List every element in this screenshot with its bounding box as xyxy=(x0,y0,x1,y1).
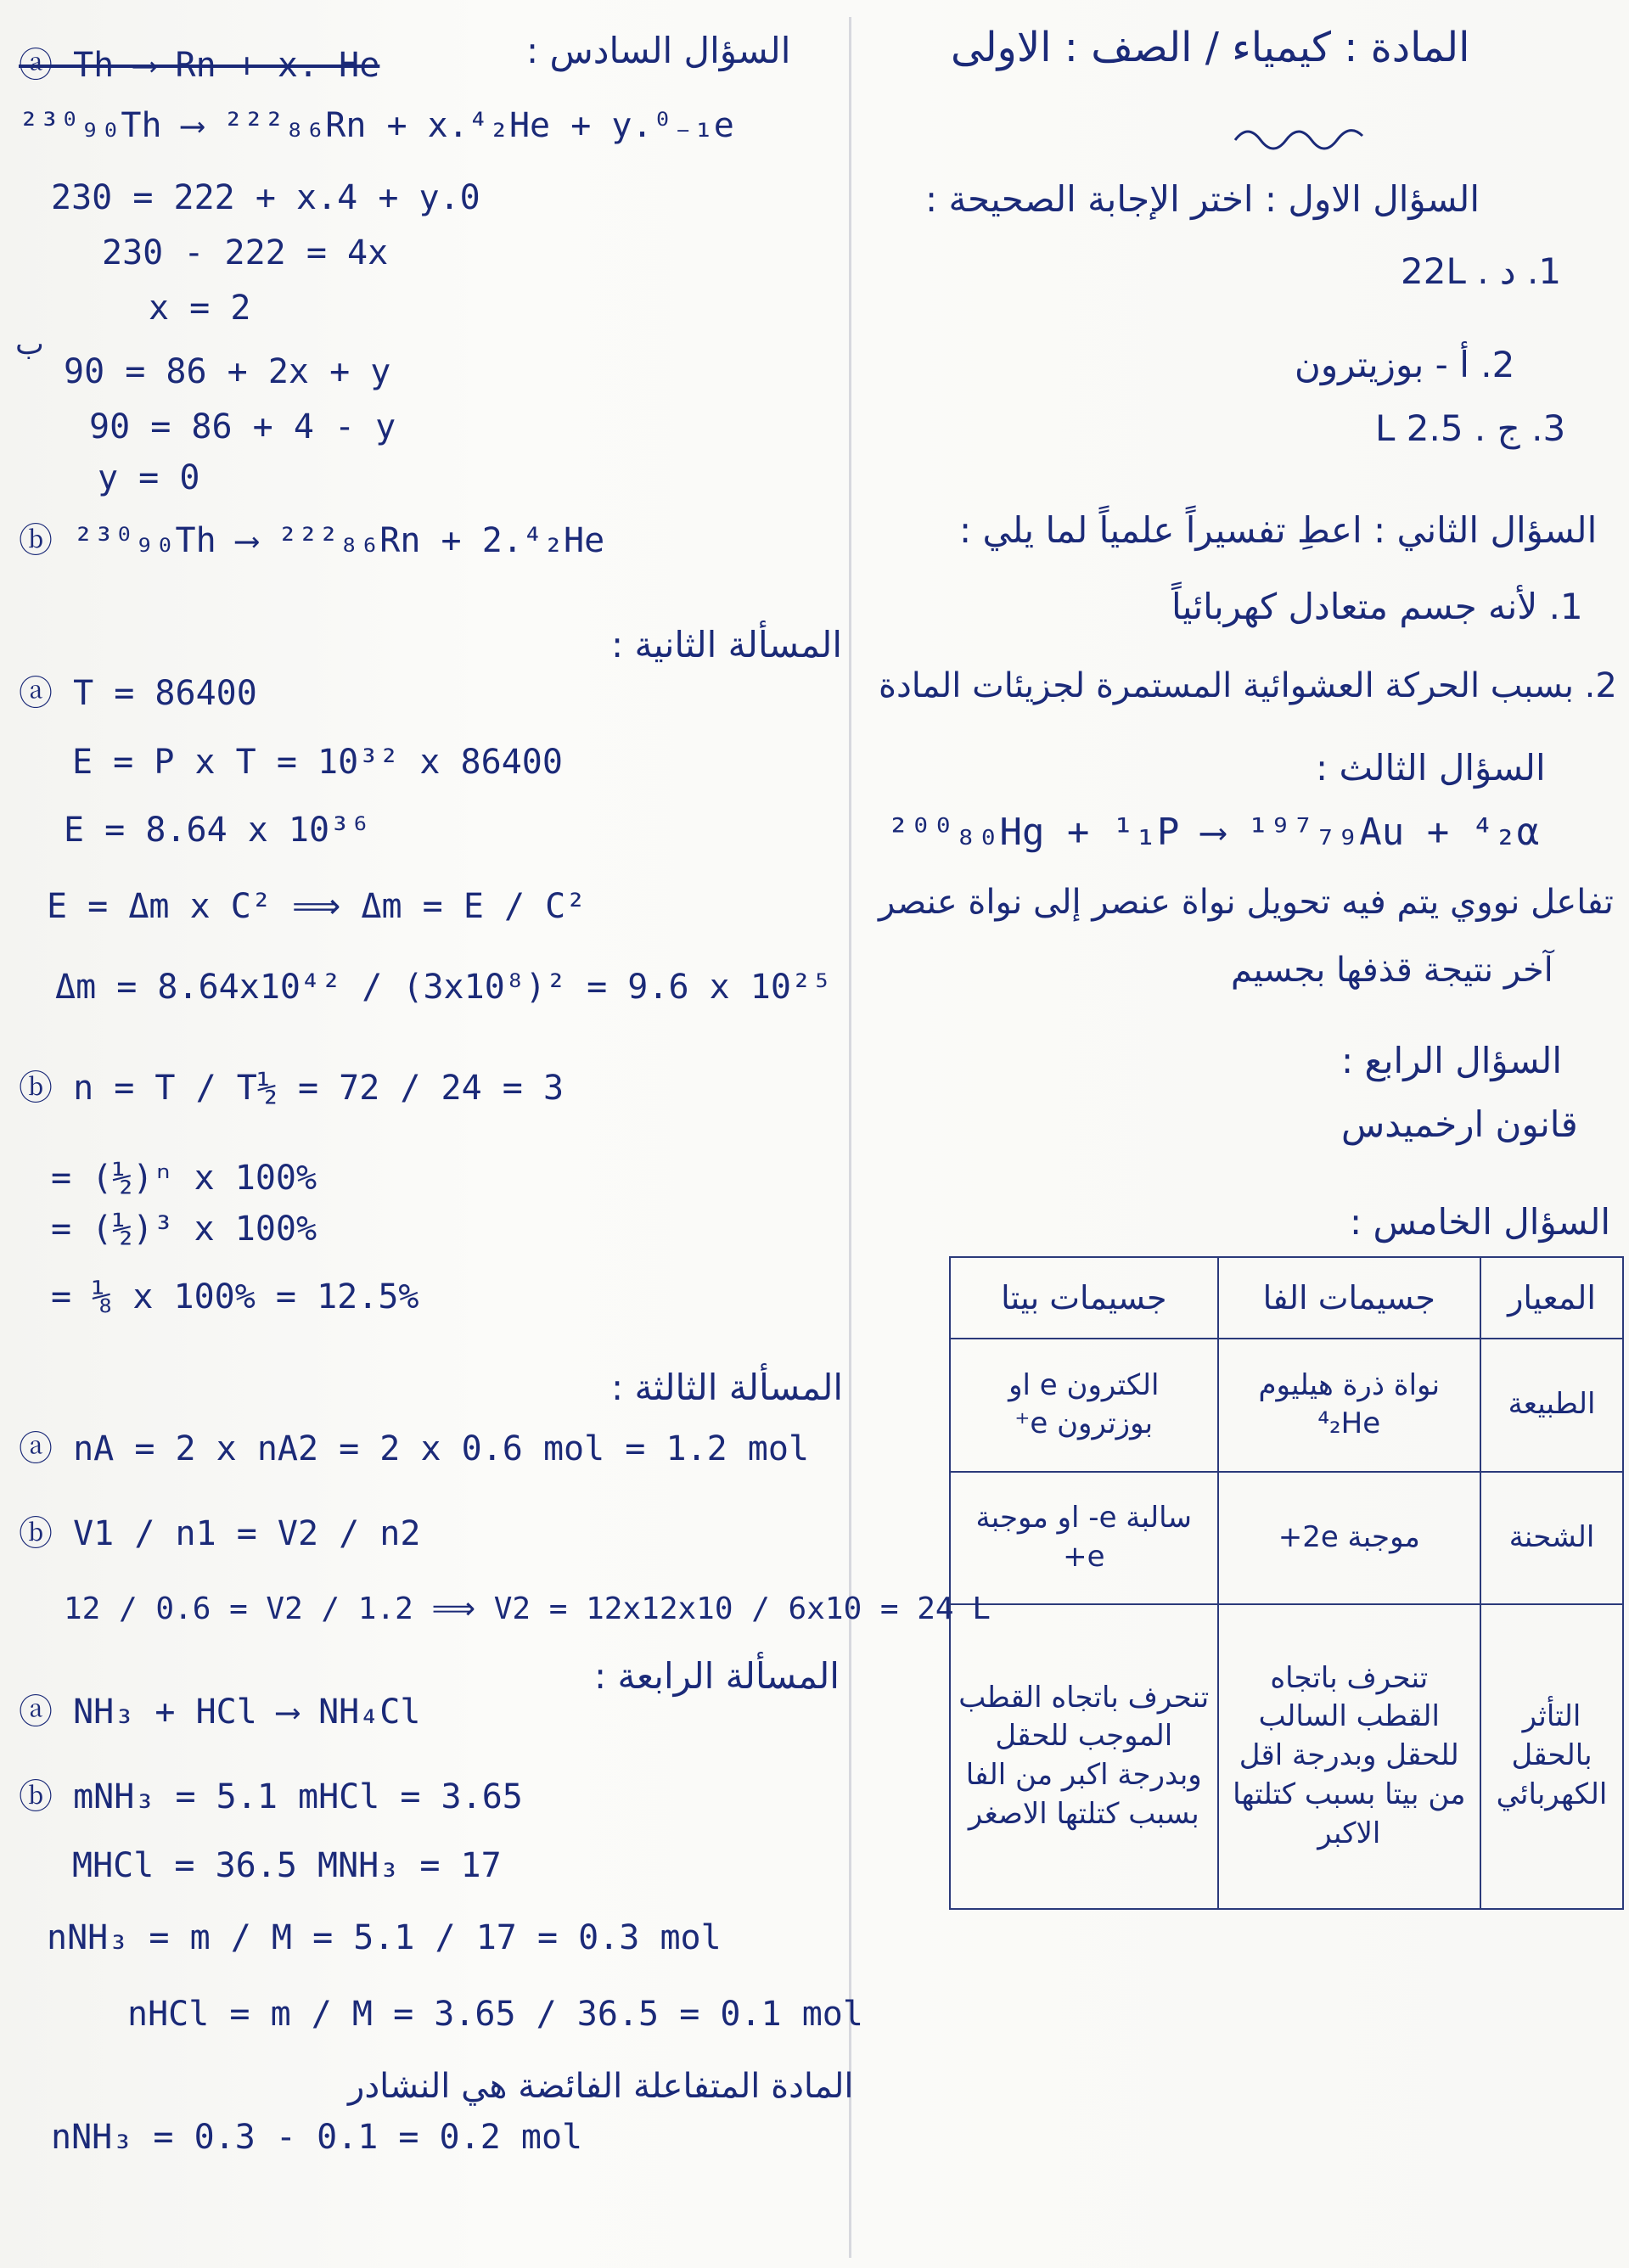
q6-line: y = 0 xyxy=(98,458,200,497)
q1-answer-2: 2. أ - بوزيترون xyxy=(1295,344,1515,385)
table-row xyxy=(950,1604,1623,1909)
m4-line: nNH₃ = m / M = 5.1 / 17 = 0.3 mol xyxy=(47,1918,722,1957)
m2-line: E = 8.64 x 10³⁶ xyxy=(64,811,371,850)
q6-line: x = 2 xyxy=(149,289,251,328)
q6-line: 230 - 222 = 4x xyxy=(102,233,389,272)
table-header-cell: جسيمات بيتا xyxy=(950,1257,1218,1339)
column-divider xyxy=(849,17,851,2258)
m2-line: ⓐ T = 86400 xyxy=(19,674,257,713)
q2-title: السؤال الثاني : اعطِ تفسيراً علمياً لما يلي : xyxy=(959,509,1598,551)
m2-line: E = Δm x C² ⟹ Δm = E / C² xyxy=(47,887,587,926)
table-cell: نواة ذرة هيليوم ⁴₂He xyxy=(1218,1339,1480,1471)
table-cell: سالبة e- او موجبة e+ xyxy=(950,1472,1218,1604)
m3-line: ⓐ nA = 2 x nA2 = 2 x 0.6 mol = 1.2 mol xyxy=(19,1429,810,1468)
m2-line: = ⅛ x 100% = 12.5% xyxy=(51,1277,419,1316)
m2-title: المسألة الثانية : xyxy=(611,624,842,665)
table-cell: الطبيعة xyxy=(1480,1339,1623,1471)
m3-line: ⓑ V1 / n1 = V2 / n2 xyxy=(19,1514,421,1553)
q6-final-equation: ⓑ ²³⁰₉₀Th ⟶ ²²²₈₆Rn + 2.⁴₂He xyxy=(19,521,605,560)
m4-line: ⓑ mNH₃ = 5.1 mHCl = 3.65 xyxy=(19,1777,523,1816)
q4-answer: قانون ارخميدس xyxy=(1341,1103,1578,1145)
q3-equation: ²⁰⁰₈₀Hg + ¹₁P ⟶ ¹⁹⁷₇₉Au + ⁴₂α xyxy=(887,811,1540,854)
m4-line: المادة المتفاعلة الفائضة هي النشادر xyxy=(348,2067,854,2106)
table-cell: موجبة 2e+ xyxy=(1218,1472,1480,1604)
q5-title: السؤال الخامس : xyxy=(1350,1201,1611,1243)
sheet-header: المادة : كيمياء / الصف : الاولى xyxy=(951,24,1470,71)
q6-equation: ²³⁰₉₀Th ⟶ ²²²₈₆Rn + x.⁴₂He + y.⁰₋₁e xyxy=(19,106,734,145)
q2-answer-1: 1. لأنه جسم متعادل كهربائياً xyxy=(1171,586,1583,627)
m4-line: ⓐ NH₃ + HCl ⟶ NH₄Cl xyxy=(19,1693,421,1732)
q3-text-line-2: آخر نتيجة قذفها بجسيم xyxy=(1231,951,1553,990)
table-row xyxy=(950,1339,1623,1471)
table-cell: تنحرف باتجاه القطب الموجب للحقل وبدرجة اكبر من الفا بسبب كتلتها الاصغر xyxy=(950,1604,1218,1909)
q3-title: السؤال الثالث : xyxy=(1316,747,1546,789)
m3-title: المسألة الثالثة : xyxy=(611,1367,844,1408)
table-cell: تنحرف باتجاه القطب السالب للحقل وبدرجة اقل من بيتا بسبب كتلتها الاكبر xyxy=(1218,1604,1480,1909)
m4-title: المسألة الرابعة : xyxy=(594,1655,840,1697)
q3-text-line-1: تفاعل نووي يتم فيه تحويل نواة عنصر إلى نواة عنصر xyxy=(879,883,1614,922)
alpha-beta-comparison-table xyxy=(949,1256,1624,1910)
table-header-row xyxy=(950,1257,1623,1339)
m4-line: nNH₃ = 0.3 - 0.1 = 0.2 mol xyxy=(51,2118,583,2157)
m2-line: = (½)³ x 100% xyxy=(51,1210,317,1249)
q1-answer-3: 3. ج . 2.5 L xyxy=(1375,407,1566,449)
table-cell: الشحنة xyxy=(1480,1472,1623,1604)
m4-line: MHCl = 36.5 MNH₃ = 17 xyxy=(72,1846,502,1885)
m2-line: ⓑ n = T / T½ = 72 / 24 = 3 xyxy=(19,1069,565,1108)
table-row xyxy=(950,1472,1623,1604)
q1-answer-1: 1. د . 22L xyxy=(1401,250,1562,292)
m2-line: Δm = 8.64x10⁴² / (3x10⁸)² = 9.6 x 10²⁵ xyxy=(55,968,833,1007)
q6-title: السؤال السادس : xyxy=(526,30,791,71)
m3-line: 12 / 0.6 = V2 / 1.2 ⟹ V2 = 12x12x10 / 6x10 = 24 L xyxy=(64,1592,991,1626)
q6-line: 90 = 86 + 4 - y xyxy=(89,407,396,446)
table-cell: التأثر بالحقل الكهربائي xyxy=(1480,1604,1623,1909)
q6-part-b-label: ب xyxy=(15,327,44,362)
decorative-squiggle xyxy=(1231,119,1384,153)
q1-title: السؤال الاول : اختر الإجابة الصحيحة : xyxy=(925,178,1480,220)
q6-line: 230 = 222 + x.4 + y.0 xyxy=(51,178,480,217)
q4-title: السؤال الرابع : xyxy=(1341,1040,1563,1081)
m2-line: = (½)ⁿ x 100% xyxy=(51,1159,317,1198)
q6-line: 90 = 86 + 2x + y xyxy=(64,352,391,391)
q2-answer-2: 2. بسبب الحركة العشوائية المستمرة لجزيئات المادة xyxy=(879,666,1617,705)
table-header-cell: جسيمات الفا xyxy=(1218,1257,1480,1339)
m2-line: E = P x T = 10³² x 86400 xyxy=(72,743,563,782)
table-cell: الكترون e او بوزترون e⁺ xyxy=(950,1339,1218,1471)
q6-struck-line: ⓐ Th ⟶ Rn + x. He xyxy=(19,46,380,85)
m4-line: nHCl = m / M = 3.65 / 36.5 = 0.1 mol xyxy=(127,1995,863,2034)
table-header-cell: المعيار xyxy=(1480,1257,1623,1339)
